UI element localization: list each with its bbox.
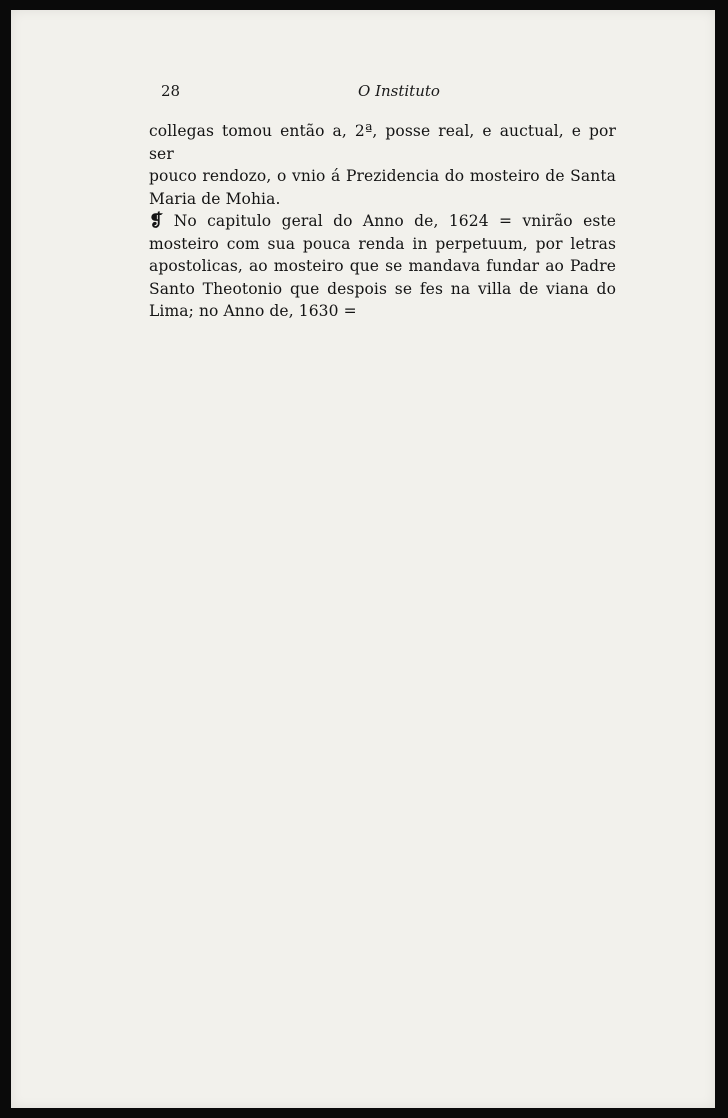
text-line: Maria de Mohia. [149,189,281,208]
page-number: 28 [161,82,181,100]
text-line: Santo Theotonio que despois se fes na villa de viana do [149,279,616,298]
text-line: apostolicas, ao mosteiro que se mandava fundar ao Padre [149,257,616,275]
text-line-with-mark [149,210,616,233]
text-line: collegas tomou então a, 2ª, posse real, e auctual, e por ser [149,122,616,163]
text-line: Lima; no Anno de, 1630 = [149,302,357,320]
body-text [149,120,616,323]
text-line: mosteiro com sua pouca renda in perpetuum, por letras [149,234,616,253]
page-header [161,82,651,104]
text-line-content: No capitulo geral do Anno de, 1624 = vnirão este [173,212,616,230]
text-line: pouco rendozo, o vnio á Prezidencia do mosteiro de Santa [149,167,616,185]
paragraph-1 [149,120,616,210]
paragraph-2 [149,210,616,323]
running-title: O Instituto [358,82,440,100]
paragraph-mark-icon: ❡ [149,211,164,231]
